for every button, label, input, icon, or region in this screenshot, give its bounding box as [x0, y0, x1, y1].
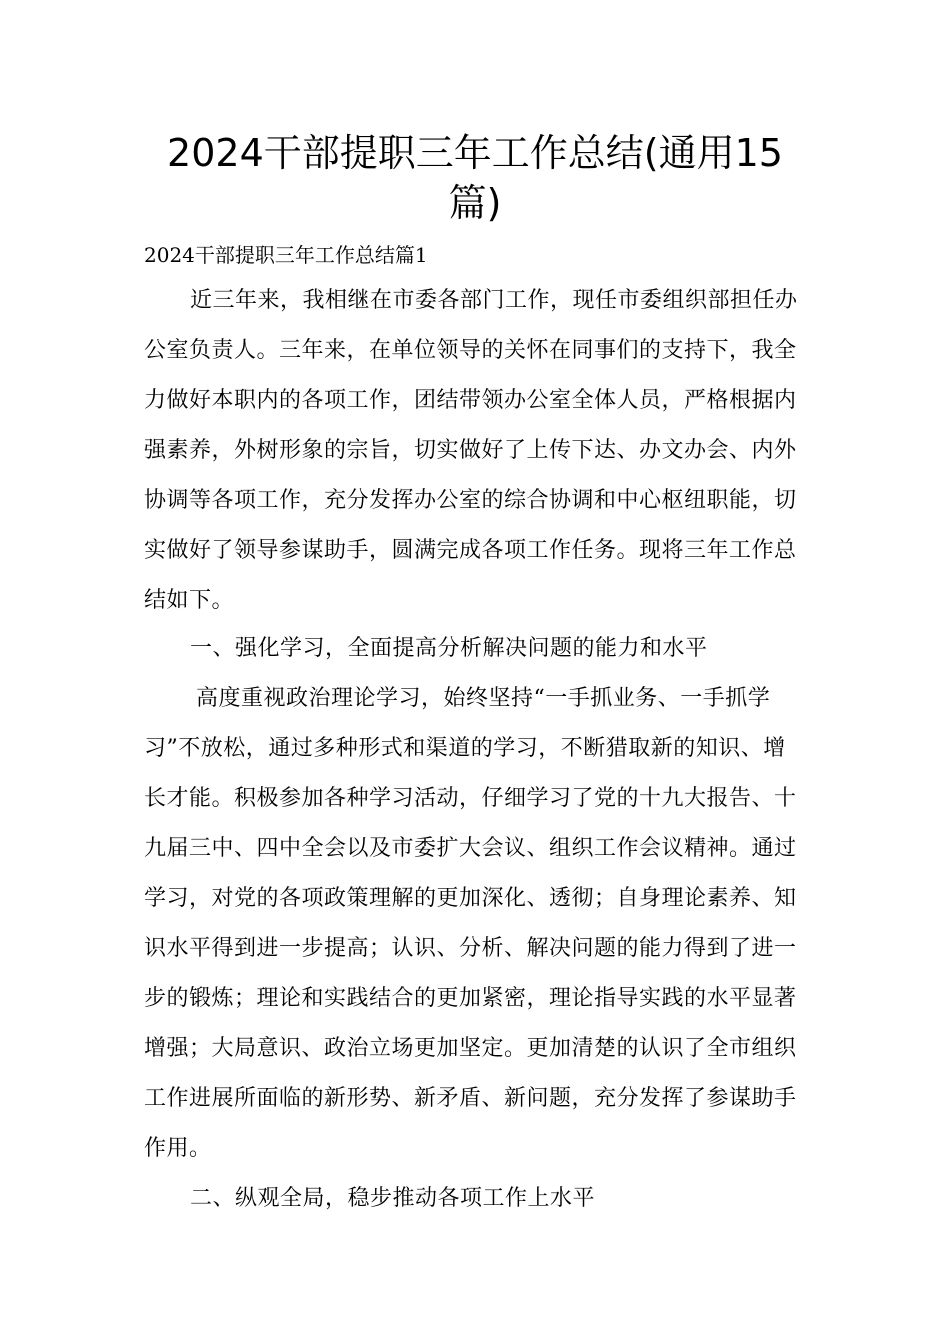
paragraph-line: 工作进展所面临的新形势、新矛盾、新问题，充分发挥了参谋助手	[144, 1086, 797, 1111]
section-subheading: 2024干部提职三年工作总结篇1	[144, 243, 428, 267]
paragraph-line: 强素养，外树形象的宗旨，切实做好了上传下达、办文办会、内外	[144, 438, 797, 463]
paragraph-line: 识水平得到进一步提高；认识、分析、解决问题的能力得到了进一	[144, 936, 797, 961]
document-title-line-1: 2024干部提职三年工作总结(通用15	[167, 131, 783, 175]
paragraph-line: 步的锻炼；理论和实践结合的更加紧密，理论指导实践的水平显著	[144, 986, 797, 1011]
paragraph-line: 学习，对党的各项政策理解的更加深化、透彻；自身理论素养、知	[144, 886, 797, 911]
paragraph-line: 增强；大局意识、政治立场更加坚定。更加清楚的认识了全市组织	[144, 1036, 797, 1061]
paragraph-line: 协调等各项工作，充分发挥办公室的综合协调和中心枢纽职能，切	[144, 488, 797, 513]
paragraph-line: 力做好本职内的各项工作，团结带领办公室全体人员，严格根据内	[144, 388, 797, 413]
paragraph-line: 公室负责人。三年来，在单位领导的关怀在同事们的支持下，我全	[144, 338, 797, 363]
paragraph-line: 习”不放松，通过多种形式和渠道的学习，不断猎取新的知识、增	[144, 736, 786, 761]
paragraph-line: 结如下。	[144, 588, 235, 613]
paragraph-line: 近三年来，我相继在市委各部门工作，现任市委组织部担任办	[190, 288, 798, 313]
document-title-line-2: 篇)	[448, 181, 502, 225]
paragraph-line: 实做好了领导参谋助手，圆满完成各项工作任务。现将三年工作总	[144, 538, 797, 563]
section-heading-1: 一、强化学习，全面提高分析解决问题的能力和水平	[190, 636, 708, 661]
paragraph-line: 长才能。积极参加各种学习活动，仔细学习了党的十九大报告、十	[144, 786, 797, 811]
paragraph-line: 九届三中、四中全会以及市委扩大会议、组织工作会议精神。通过	[144, 836, 797, 861]
section-heading-2: 二、纵观全局，稳步推动各项工作上水平	[190, 1186, 596, 1211]
paragraph-line: 高度重视政治理论学习，始终坚持“一手抓业务、一手抓学	[196, 686, 771, 711]
paragraph-line: 作用。	[144, 1136, 212, 1161]
